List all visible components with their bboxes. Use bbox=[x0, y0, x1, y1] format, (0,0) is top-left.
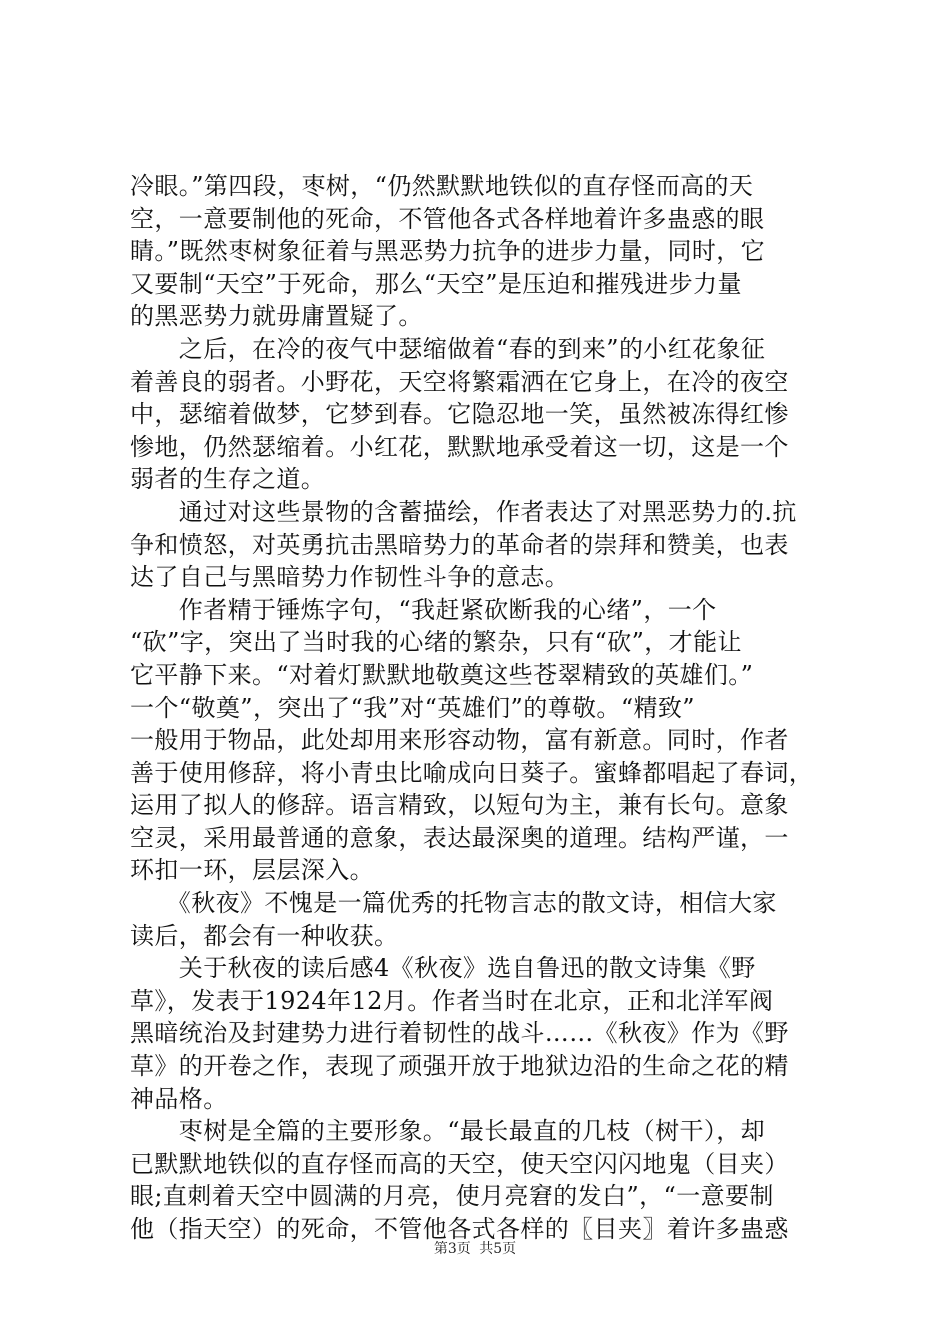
text-line: 睛。”既然枣树象征着与黑恶势力抗争的进步力量，同时，它 bbox=[130, 237, 766, 266]
text-line: 之后，在冷的夜气中瑟缩做着“春的到来”的小红花象征 bbox=[130, 334, 766, 363]
text-line: 惨地，仍然瑟缩着。小红花，默默地承受着这一切，这是一个 bbox=[130, 432, 789, 461]
text-line: 冷眼。”第四段，枣树，“仍然默默地铁似的直存怪而高的天 bbox=[130, 172, 754, 200]
text-line: 的黑恶势力就毋庸置疑了。 bbox=[130, 302, 423, 331]
text-line: 通过对这些景物的含蓄描绘，作者表达了对黑恶势力的.抗 bbox=[130, 497, 797, 526]
text-line: 他（指天空）的死命，不管他各式各样的〖目夹〗着许多蛊惑 bbox=[130, 1215, 789, 1243]
text-line: 一般用于物品，此处却用来形容动物，富有新意。同时，作者 bbox=[130, 726, 789, 755]
text-line: “砍”字，突出了当时我的心绪的繁杂，只有“砍”，才能让 bbox=[130, 628, 742, 657]
text-line: 环扣一环，层层深入。 bbox=[130, 856, 374, 885]
page-total: 共5页 bbox=[479, 1241, 517, 1257]
text-line: 弱者的生存之道。 bbox=[130, 465, 326, 494]
document-body bbox=[130, 170, 830, 1246]
text-line: 一个“敬奠”，突出了“我”对“英雄们”的尊敬。“精致” bbox=[130, 693, 695, 722]
text-line: 《秋夜》不愧是一篇优秀的托物言志的散文诗，相信大家 bbox=[130, 889, 777, 918]
text-line: 草》的开卷之作，表现了顽强开放于地狱边沿的生命之花的精 bbox=[130, 1052, 789, 1081]
text-line: 草》，发表于1924年12月。作者当时在北京，正和北洋军阀 bbox=[130, 986, 774, 1015]
text-line: 眼;直刺着天空中圆满的月亮，使月亮窘的发白”，“一意要制 bbox=[130, 1182, 774, 1211]
text-line: 着善良的弱者。小野花，天空将繁霜洒在它身上，在冷的夜空 bbox=[130, 367, 789, 396]
text-line: 运用了拟人的修辞。语言精致，以短句为主，兼有长句。意象 bbox=[130, 791, 789, 820]
text-line: 空灵，采用最普通的意象，表达最深奥的道理。结构严谨，一 bbox=[130, 823, 789, 852]
text-line: 已默默地铁似的直存怪而高的天空，使天空闪闪地鬼（目夹） bbox=[130, 1149, 789, 1178]
text-line: 关于秋夜的读后感4《秋夜》选自鲁迅的散文诗集《野 bbox=[130, 954, 756, 983]
text-line: 达了自己与黑暗势力作韧性斗争的意志。 bbox=[130, 563, 570, 592]
text-line: 争和愤怒，对英勇抗击黑暗势力的革命者的崇拜和赞美，也表 bbox=[130, 530, 789, 559]
text-line: 又要制“天空”于死命，那么“天空”是压迫和摧残进步力量 bbox=[130, 269, 742, 298]
text-line: 读后，都会有一种收获。 bbox=[130, 921, 399, 950]
text-line: 神品格。 bbox=[130, 1084, 228, 1113]
text-line: 善于使用修辞，将小青虫比喻成向日葵子。蜜蜂都唱起了春词， bbox=[130, 758, 814, 787]
text-line: 作者精于锤炼字句，“我赶紧砍断我的心绪”，一个 bbox=[130, 595, 717, 624]
text-line: 枣树是全篇的主要形象。“最长最直的几枝（树干），却 bbox=[130, 1117, 766, 1146]
text-line: 中，瑟缩着做梦，它梦到春。它隐忍地一笑，虽然被冻得红惨 bbox=[130, 400, 789, 429]
text-line: 空，一意要制他的死命，不管他各式各样地着许多蛊惑的眼 bbox=[130, 204, 765, 233]
page-footer bbox=[0, 1238, 950, 1258]
text-line: 黑暗统治及封建势力进行着韧性的战斗……《秋夜》作为《野 bbox=[130, 1019, 789, 1048]
page-number: 第3页 bbox=[433, 1241, 471, 1257]
text-line: 它平静下来。“对着灯默默地敬奠这些苍翠精致的英雄们。” bbox=[130, 660, 754, 689]
